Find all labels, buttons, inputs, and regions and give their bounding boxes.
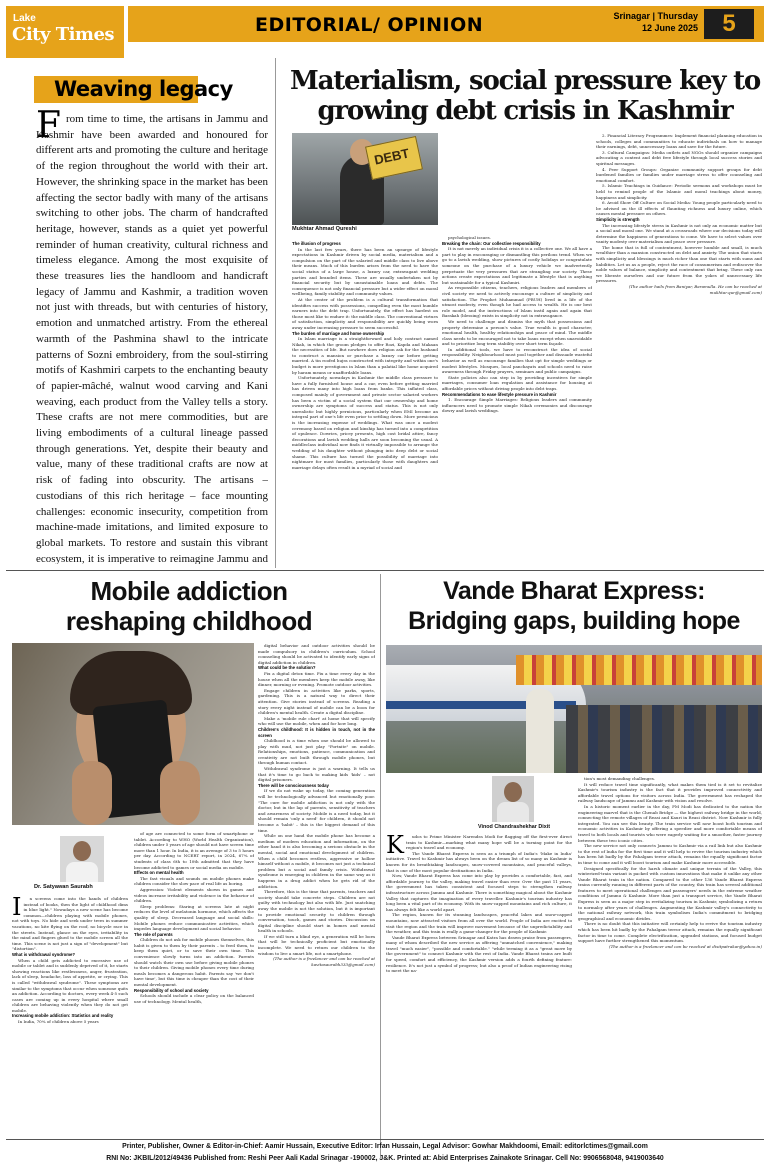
weaving-dropcap: F (36, 105, 61, 146)
paragraph: tion's most demanding challenges. (584, 776, 656, 781)
paragraph: When a child gets addicted to excessive use of mobile or tablet and is suddenly deprived of it, he starts showing reactions like restlessness, anger, frustration, lack of sleep, headache, loss of appetite, or crying. This is called "withdrawal syndrome". These symptoms are similar to the symptoms that occur when someone quits an addiction. According to doctors, every week 4-5 such cases are coming up in every hospital where small children are behaving violently when they do not get mobile. (12, 957, 128, 1013)
subheading: Effects on mental health (134, 870, 184, 876)
paragraph: The region, known for its stunning landscapes, peaceful lakes and snow-capped mountains, now attracted visitors from all over the world. People of India are excited to visit the region and the train will improve movement because of the unpredictability and the weather, and this train is really a game-changer for the people of Kashmir. (386, 912, 572, 935)
mobile-title-line2: reshaping childhood (65, 606, 313, 636)
subheading: Responsibility of school and society (134, 987, 209, 993)
paragraph: 2. Financial Literacy Programmes: Implement financial planning education in schools, colleges and communities to educate individuals on how to manage their earnings, debt, unnecessary loans and save for the future. (596, 133, 762, 150)
header-date: 12 June 2025 (641, 23, 698, 33)
logo-title: City Times (12, 24, 115, 45)
paragraph: Schools should include a clear policy on the balanced use of technology. Mental health, (134, 993, 254, 1004)
vande-col-2 (578, 776, 762, 1158)
paragraph: Children do not ask for mobile phones themselves, this habit is given to them by their parents – to feed them, to keep them quiet, or to save their own time. This convenience slowly turns into an addiction. Parents should watch their own use before giving mobile phones to their children. Giving mobile phones every time during meals becomes a dangerous habit. Parents say 'we don't have time', but this time is cheaper than the cost of their mental development. (134, 937, 254, 988)
vande-title-line1: Vande Bharat Express: (443, 577, 705, 605)
page-number: 5 (722, 10, 736, 37)
paragraph: If we do not wake up today, the coming generation will be technologically advanced but emotionally poor. "The cure for mobile addiction is not only with the doctor, but in the lap of parents, sensitivity of teachers and awareness of society. Mobile is a need today, but it should remain 'only a need' for children, it should not become a 'habit' – this is the biggest demand of this time. (258, 788, 375, 833)
vande-byline: Vinod Chandrashekhar Dixit (477, 824, 551, 830)
paragraph: udos to Prime Minister Narendra Modi for flagging off the first-ever direct train to Kashmir—marking what many hope will be a turning point for the region's travel and economy. (405, 834, 572, 851)
subheading: The illusion of progress (292, 241, 341, 246)
subheading: Breaking the chain: Our collective responsibility (442, 240, 541, 246)
weaving-divider (275, 58, 276, 568)
paragraph: 5. Islamic Teachings in Guidance: Periodic sermons and workshops must be held to remind people of the Islamic and moral teachings about money, happiness and simplicity. (596, 183, 762, 200)
dropcap: I (12, 896, 22, 921)
subheading: Recommendations to ease lifestyle pressure in Kashmir (442, 391, 557, 397)
subheading: There will be consciousness today (258, 782, 329, 788)
debt-photo (292, 133, 438, 225)
paragraph: Withdrawal syndrome is just a warning. It tells us that it's time to go back to making kids 'kids' – not digital prisoners. (258, 766, 375, 783)
paragraph: 4. Peer Support Groups: Organize community support groups for debt burdened families or families under marriage stress to offer counseling and emotional comfort. (596, 166, 762, 183)
mobile-title-line1: Mobile addiction (90, 576, 288, 606)
header-city-day: Srinagar | Thursday (613, 11, 698, 21)
weaving-body: rom time to time, the artisans in Jammu and Kashmir have been awarded and honoured for different arts and promoting the culture and heritage of the region throughout the world with their art. However, the shrinking space in the market has been affecting the sector badly with many of the artisans switching to other jobs. The charm of handcrafted heritage, however, stands as a quiet yet powerful reminder of human creativity, cultural richness and timeless elegance. Among the most exquisite of these treasures lies the handloom and handicraft legacy of Jammu and Kashmir, a tradition woven not just with threads, but with centuries of history, emotion and unmatched artistry. From the ethereal warmth of the Pashmina shawl to the intricate patterns of Sozni embroidery, from the soul-stirring motifs of Kashmiri carpets to the enchanting beauty of papier-mâché, walnut wood carving and Kani weaving, each product from the Valley tells a story. These crafts are not mere commodities, but are living embodiments of a cultural lineage passed through generations. Yet, despite their beauty and value, many of these traditional crafts are now at risk of fading into obscurity. The artisans – custodians of this rich heritage – face mounting challenges: economic insecurity, competition from machine-made imitations, and limited exposure to global markets. To restore and sustain this vibrant ecosystem, it is imperative to reimagine Jammu and (36, 113, 268, 564)
author-face (73, 841, 91, 861)
mobile-photo (12, 643, 254, 825)
weaving-title: Weaving legacy (54, 77, 233, 101)
hand-left (72, 761, 112, 825)
debt-col-3 (596, 133, 762, 566)
subheading: Increasing mobile addiction: Statistics and reality (12, 1013, 114, 1019)
paragraph: Unfortunately, nowadays in Kashmir the middle class pressure to have a fully furnished house and a car, even before getting married has driven many into high loans from banks. This inflated class, composed mainly of government and private sector salaried workers has been a victim of a social system that our ownership and home ownership are symptoms of success and status. This is not only unrealistic but highly pernicious, particularly when EMI become an integral part of one's life even prior to settling down. More pernicious is the increasing expense of weddings. What was once a modest ceremony based on religion and kinship has turned into a competition of opulence. Dowries, pricey presents, high cost bridal attire, fancy decorations and lavish wedding halls are soon becoming the usual. A middleclass individual now finds it virtually impossible to arrange the wedding of his daughter without plunging into deep debt or social shame. This culture has turned the possibility of marriage into nightmare for most families, particularly those with daughters and marriage delays often result in a myriad of social and (292, 375, 438, 470)
paragraph: of age are connected to some form of smartphone or tablet. According to WHO (World Health Organization), children under 5 years of age should not have screen time more than 1 hour. In India, it is an average of 3 to 5 hours per day. According to NCERT report, in 2024, 67% of students of class 6th to 10th admitted that they have become addicted to games or social media on mobile. (134, 831, 254, 870)
mobile-byline: Dr. Satyawan Saurabh (34, 884, 93, 890)
debt-byline: Mukhtar Ahmad Qureshi (292, 226, 357, 232)
paragraph: Aggression: Violent elements shown in games and videos increase irritability and violence in the behavior of children. (134, 886, 254, 904)
dropcap: K (386, 834, 404, 859)
paragraph: Fix a digital detox time. Fix a time every day in the house when all the members keep the mobile away, like dinner, morning or evening. Promote outdoor activities. (258, 670, 375, 688)
paragraph: It will reduce travel time significantly, what makes them tied is it set to revitalize Kashmir's tourism industry is the fact that it provides improved connectivity and affordable travel options for visitors across India. The government has reshaped the railway landscape of Jammu and Kashmir with vision and resolve. (578, 781, 762, 804)
mobile-col-0 (12, 896, 128, 1158)
bottom-divider (380, 574, 381, 1158)
paragraph: There is no doubt that this initiative will certainly help to revive the tourism industry which has been hit badly by the Pahalgam terror attack, remains the equally significant factor in time to come. Complete electrification, upgraded stations, and focused budget support have further strengthened this momentum. (578, 921, 762, 944)
paragraph: If we still turn a blind eye, a generation will be born that will be technically proficient but emotionally incomplete. We need to return our children to the wisdom to live a smart life, not a smartphone. (258, 933, 375, 956)
section-title: EDITORIAL/ OPINION (255, 14, 484, 36)
paragraph: Vande Bharat Express between Srinagar and Katra has drawn praise from passengers, many of whom described the new service as offering "unmatched convenience," making travel "much easier", "possible and comfortable." "while terming it as a "great move by the government" to connect Kashmir with the rest of India. Vande Bharat trains are built for speed, comfort and efficiency, the Kashmir version adds a fourth defining feature: resilience. It's not just a symbol of progress; but also a proof of Indian engineering rising to meet the na- (386, 934, 572, 974)
debt-sign-text: DEBT (372, 145, 411, 168)
paragraph: In a historic moment earlier in the day, PM Modi has dedicated to the nation the engineering marvel that is the Chenab Bridge — the highest railway bridge in the world, connecting the remote villages of Reasi and Kauri in Reasi district. Now Kashmir is fully integrated. You can see this beauty. The train service will now boost both tourism and economic activities in Kashmir by offering a speedier and more comfortable means of travel to both locals and tourists who were eagerly waiting for a smoother, faster journey between these two iconic cities. (578, 803, 762, 843)
author-note: (The author is a freelancer and can be reached at dixitpatrakar@yahoo.in) (609, 943, 762, 949)
flower-garland (516, 655, 762, 685)
paragraph: At the center of the problem is a cultural transformation that identifies success with possessions, compelling even the most humble earners into the debt trap. Unfortunately, the effect has hardest on those most like to endure it: the middle class. The conventional virtues of satisfaction, simplicity and responsibility are quickly being worn away under increasing pressure to seem successful. (292, 296, 438, 330)
vande-title-line2: Bridging gaps, building hope (408, 607, 740, 635)
author-shirt (66, 862, 98, 882)
paragraph: It is not merely an individual crisis it is a collective one. We all have a part to play in encouraging or dismantling this perilous trend. When we go to a lavish wedding, show pictures of costly holidays or congratulate someone on the purchase of a luxury vehicle we inadvertently perpetuate the very pressures that are strangling our society. These actions create expectations and legitimate a lifestyle that is anything but sustainable for a typical Kashmiri. (442, 246, 592, 285)
paragraph: 1. Encourage Simple Marriages: Religious leaders and community influencers need to promote simple Nikah ceremonies and discourage dowry and lavish weddings. (442, 397, 592, 414)
crowd (566, 705, 762, 773)
paragraph: digital behavior and outdoor activities should be made compulsory in children's curriculum. School counseling should be activated to identify early signs of digital addiction in children. (258, 643, 375, 665)
paragraph: The home that is full of contentment, however humble and small, is much wealthier than a mansion constructed on debt and anxiety. The union that starts with simplicity and blessings is much richer than one that starts with sums and liabilities. Let us as a people, reject the race of consumerism and rediscover the noble values of balance, simplicity and contentment that bring. These only can we liberate ourselves and our future from the yokes of unnecessary life pressures. (596, 244, 762, 284)
paragraph: 3. Cultural Campaigns: Media outlets and NGOs should organize campaigns advocating a content and debt free lifestyle through local success stories and spiritual messages. (596, 149, 762, 166)
debt-col-1 (292, 241, 438, 566)
vande-photo (386, 645, 762, 773)
footer-line-1: Printer, Publisher, Owner & Editor-in-Chief: Aamir Hussain, Executive Editor: Irfan Hussain, Legal Advisor: Gowhar Makhdoomi, Email: editorlctimes@gmail.com (122, 1143, 648, 1150)
paragraph: Childhood is a time when one should be allowed to play with mud, not just play "Fortnite" on mobile. Relationships, emotions, patience, communication and creativity are not built through mobile phones, but through human contact. (258, 738, 375, 766)
author-face (504, 782, 522, 802)
footer-rule (6, 1139, 764, 1140)
paragraph: Now, Vande Bharat Express has come into play by provides a comfortable, fast, and affordable journey to the valley, making travel easier than ever. Over the past 11 years, the government has taken consistent and focused steps to strengthen railway infrastructure across Jammu and Kashmir. There is something magical about the Kashmir Valley that captures the imagination of every traveller. Kashmir's tourism industry has long been a vital part of its economy. With its snow-capped mountains and rich culture, it has always felt like a world apart. (386, 873, 572, 912)
mobile-col-1 (134, 831, 254, 1158)
mobile-col-2b (258, 1043, 375, 1158)
paragraph: Engage children in activities like parks, sports, gardening. This is a natural way to direct their attention. Give stories instead of screens. Reading a story every night instead of mobile can be a boon for children's mental health. Create a digital discipline. (258, 687, 375, 716)
subheading: What could be the solution? (258, 665, 316, 671)
paragraph: psychological issues. (448, 235, 491, 240)
paragraph: In additional tools, we have to reconstruct the idea of social responsibility. Neighbourhood must pool together and dissuade wasteful behavior as well as encourage families that opt for simple weddings or modest lifestyles. Mosques, local panchayats and schools need to raise awareness through Friday prayers, seminars and public campaigns. (442, 346, 592, 375)
author-photo-satyawan (60, 836, 104, 882)
subheading: The burden of marriage and home ownership (292, 330, 385, 336)
paragraph: The fast visuals and sounds on mobile phones make children consider the slow pace of real life as boring. (134, 875, 254, 887)
paragraph: As responsible citizens, teachers, religious leaders and members of civil society we need to actively encourage a culture of simplicity and satisfaction. The Prophet Muhammad (PBUH) lived in a life of the utmost modesty, even though he had access to wealth. He is our best role model, and the instructions of Islam instil again and again that Barakah (blessing) exists in simplicity not in extravagance. (442, 285, 592, 319)
paragraph: Designed specifically for the harsh climate and unique terrain of the Valley, this winterized-train variant is packed with custom innovations that make it unlike any other Vande Bharat train in the nation. Compared to the other 136 Vande Bharat Express trains currently running in different parts of the country, this train has several additional features to meet operational challenges and passengers' needs in the extreme weather conditions of Jammu & Kashmir. More than just a transport service, the Vande Bharat Express is seen as a major step in revitalizing tourism in Kashmir, symbolizing a return to normalcy after years of challenges. Augmenting the Kashmir valley's connectivity to the national railway network, this train symbolises India's commitment to bridging geographical and economic divides. (578, 865, 762, 921)
vande-col-1 (386, 834, 572, 1158)
debt-col-2 (442, 235, 592, 566)
paragraph: State policies also can step in by providing incentives for simple marriages, consumer loan regulation and assistance for housing at affordable prices without driving people into debt traps. (442, 374, 592, 392)
debt-title-line2: growing debt crisis in Kashmir (317, 96, 733, 126)
author-note: (The author is a freelancer and can be reached at kavitasaurabh333@gmail.com) (273, 956, 375, 967)
paragraph: In the last few years, there has been an upsurge of lifestyle expectations in Kashmir driven by social media, materialism and a compulsion on the part of the salaried and middle class to live above their means. Much of this burden arises from the need to have the social status of a large house, a luxury car, extravagant wedding parties and branded items. These are usually undertaken not by financial security but by unsustainable loans and debts. The consequence is not only financial pressure but a wider effect on moral wellbeing, family stability and community values. (292, 246, 438, 297)
subheading: The role of parents (134, 931, 173, 937)
footer-line-2: RNI No: JKBIL/2012/49436 Published from: Reshi Peer Aali Kadal Srinagar -190002, J&K. Printed at: Abid Enterprises Zainakote Srinagar. Cell No: 9906568048, 9419003640 (106, 1155, 664, 1162)
mobile-col-2 (258, 643, 375, 1043)
hand-right (160, 761, 200, 825)
paragraph: The new service not only connects Jammu to Kashmir via a rail link but also Kashmir to the rest of India for the first time and it will help to revive the tourism industry which has been hit badly by the Pahalgam terror attack, remains the equally significant factor in time to come and it will boost tourism and make Kashmir more accessible. (578, 843, 762, 865)
paragraph: Therefore, this is the time that parents, teachers and society should take concrete steps. Children are not guilty with technology but also with life. Just snatching away the mobile is not the solution, but it is important to provide emotional security to children through conversation, touch, games and stories. Discussion on digital discipline should start in homes and mental health in schools. (258, 889, 375, 934)
author-photo-vinod (492, 776, 534, 822)
logo-top-text: Lake (13, 13, 36, 24)
paragraph: The increasing lifestyle stress in Kashmir is not only an economic matter but a social and moral one. We stand at a crossroads where our decisions today will determine the happiness of generations to come. We have to select values over vanity modesty over materialism and peace over pressure. (596, 222, 762, 245)
subheading: Simplicity is strength (596, 216, 640, 222)
paragraph: In India, 70% of children above 5 years (18, 1019, 99, 1025)
top-section-rule (6, 570, 764, 571)
subheading: Children's childhood: It is hidden in touch, not in the screen (258, 726, 375, 738)
pm-figure (526, 689, 554, 773)
paragraph: We need to challenge and dismiss the myth that possessions and property determine a person's value. True wealth is good character, emotional health, healthy relationships and peace of mind. The middle class needs to be encouraged not to take loans except when unavoidable and to prioritize long term stability over short term façade. (442, 318, 592, 347)
paragraph: 6. Avoid Show Off Culture on Social Media: Young people particularly need to be advised on the ill effects of flaunting richness and luxury online, which causes mental pressure on others. (596, 200, 762, 217)
paragraph: The Vande Bharat Express is seen as a triumph of India's 'Make in India' initiative. Travel to Kashmir has always been on the dream list of so many as Kashmir is known for its breathtaking landscapes, snow-covered mountains, and peaceful valleys, that is one of the most popular destinations in India. (386, 850, 572, 873)
subheading: What is withdrawal syndrome? (12, 951, 76, 957)
author-note: (The author hails from Baniyar, Baramulla. He can be reached at mukhtar.qur@gmail.com) (628, 284, 762, 295)
paragraph: In Islam marriage is a straightforward and holy contract named Nikah, in which the groom pledges to offer Rozi, Kapda and Makaan the necessities of life. But nowhere does religion ask for the husband to construct a mansion or purchase a luxury car before getting married. A tin roofed hujra constructed with integrity and within one's budget is more prestigious in Islam than a palatial like home acquired by haram means or unaffordable loans. (292, 336, 438, 375)
author-shirt (497, 802, 529, 822)
debt-title-line1: Materialism, social pressure key to (290, 66, 761, 96)
paragraph: Make a 'mobile rule chart' at home that will specify who will use the mobile, when and for how long. (258, 715, 375, 727)
paragraph: n screens come into the hands of children instead of books, then the light of childhood dims in blue light." Nowadays a new scene has become common—children playing with mobile phones, not with toys. No hide and seek under trees in summer vacations, no kite flying on the roof, no bicycle race in the streets. Instead, glance on the eyes, irritability in the mind and fingers glued to the mobile screen all the time. This scene is not just a sign of "development" but "distortion". (12, 896, 128, 952)
paragraph: Sleep problems: Staring at screens late at night reduces the level of melatonin hormone, which affects the quality of sleep. Decreased language and social skills: Mobile phones reduce communicative activities, which impedes language development and social behavior. (134, 903, 254, 932)
paragraph: While on one hand the mobile phone has become a medium of modern education and information, on the other hand it is also becoming a serious obstacle in the mental, social and emotional development of children. When a child becomes restless, aggressive or hollow himself without a mobile, it becomes not just a technical problem but a social and family crisis. Withdrawal syndrome is emerging in children in the same way as it happens in a drug addict when he gets rid of the addiction. (258, 833, 375, 889)
